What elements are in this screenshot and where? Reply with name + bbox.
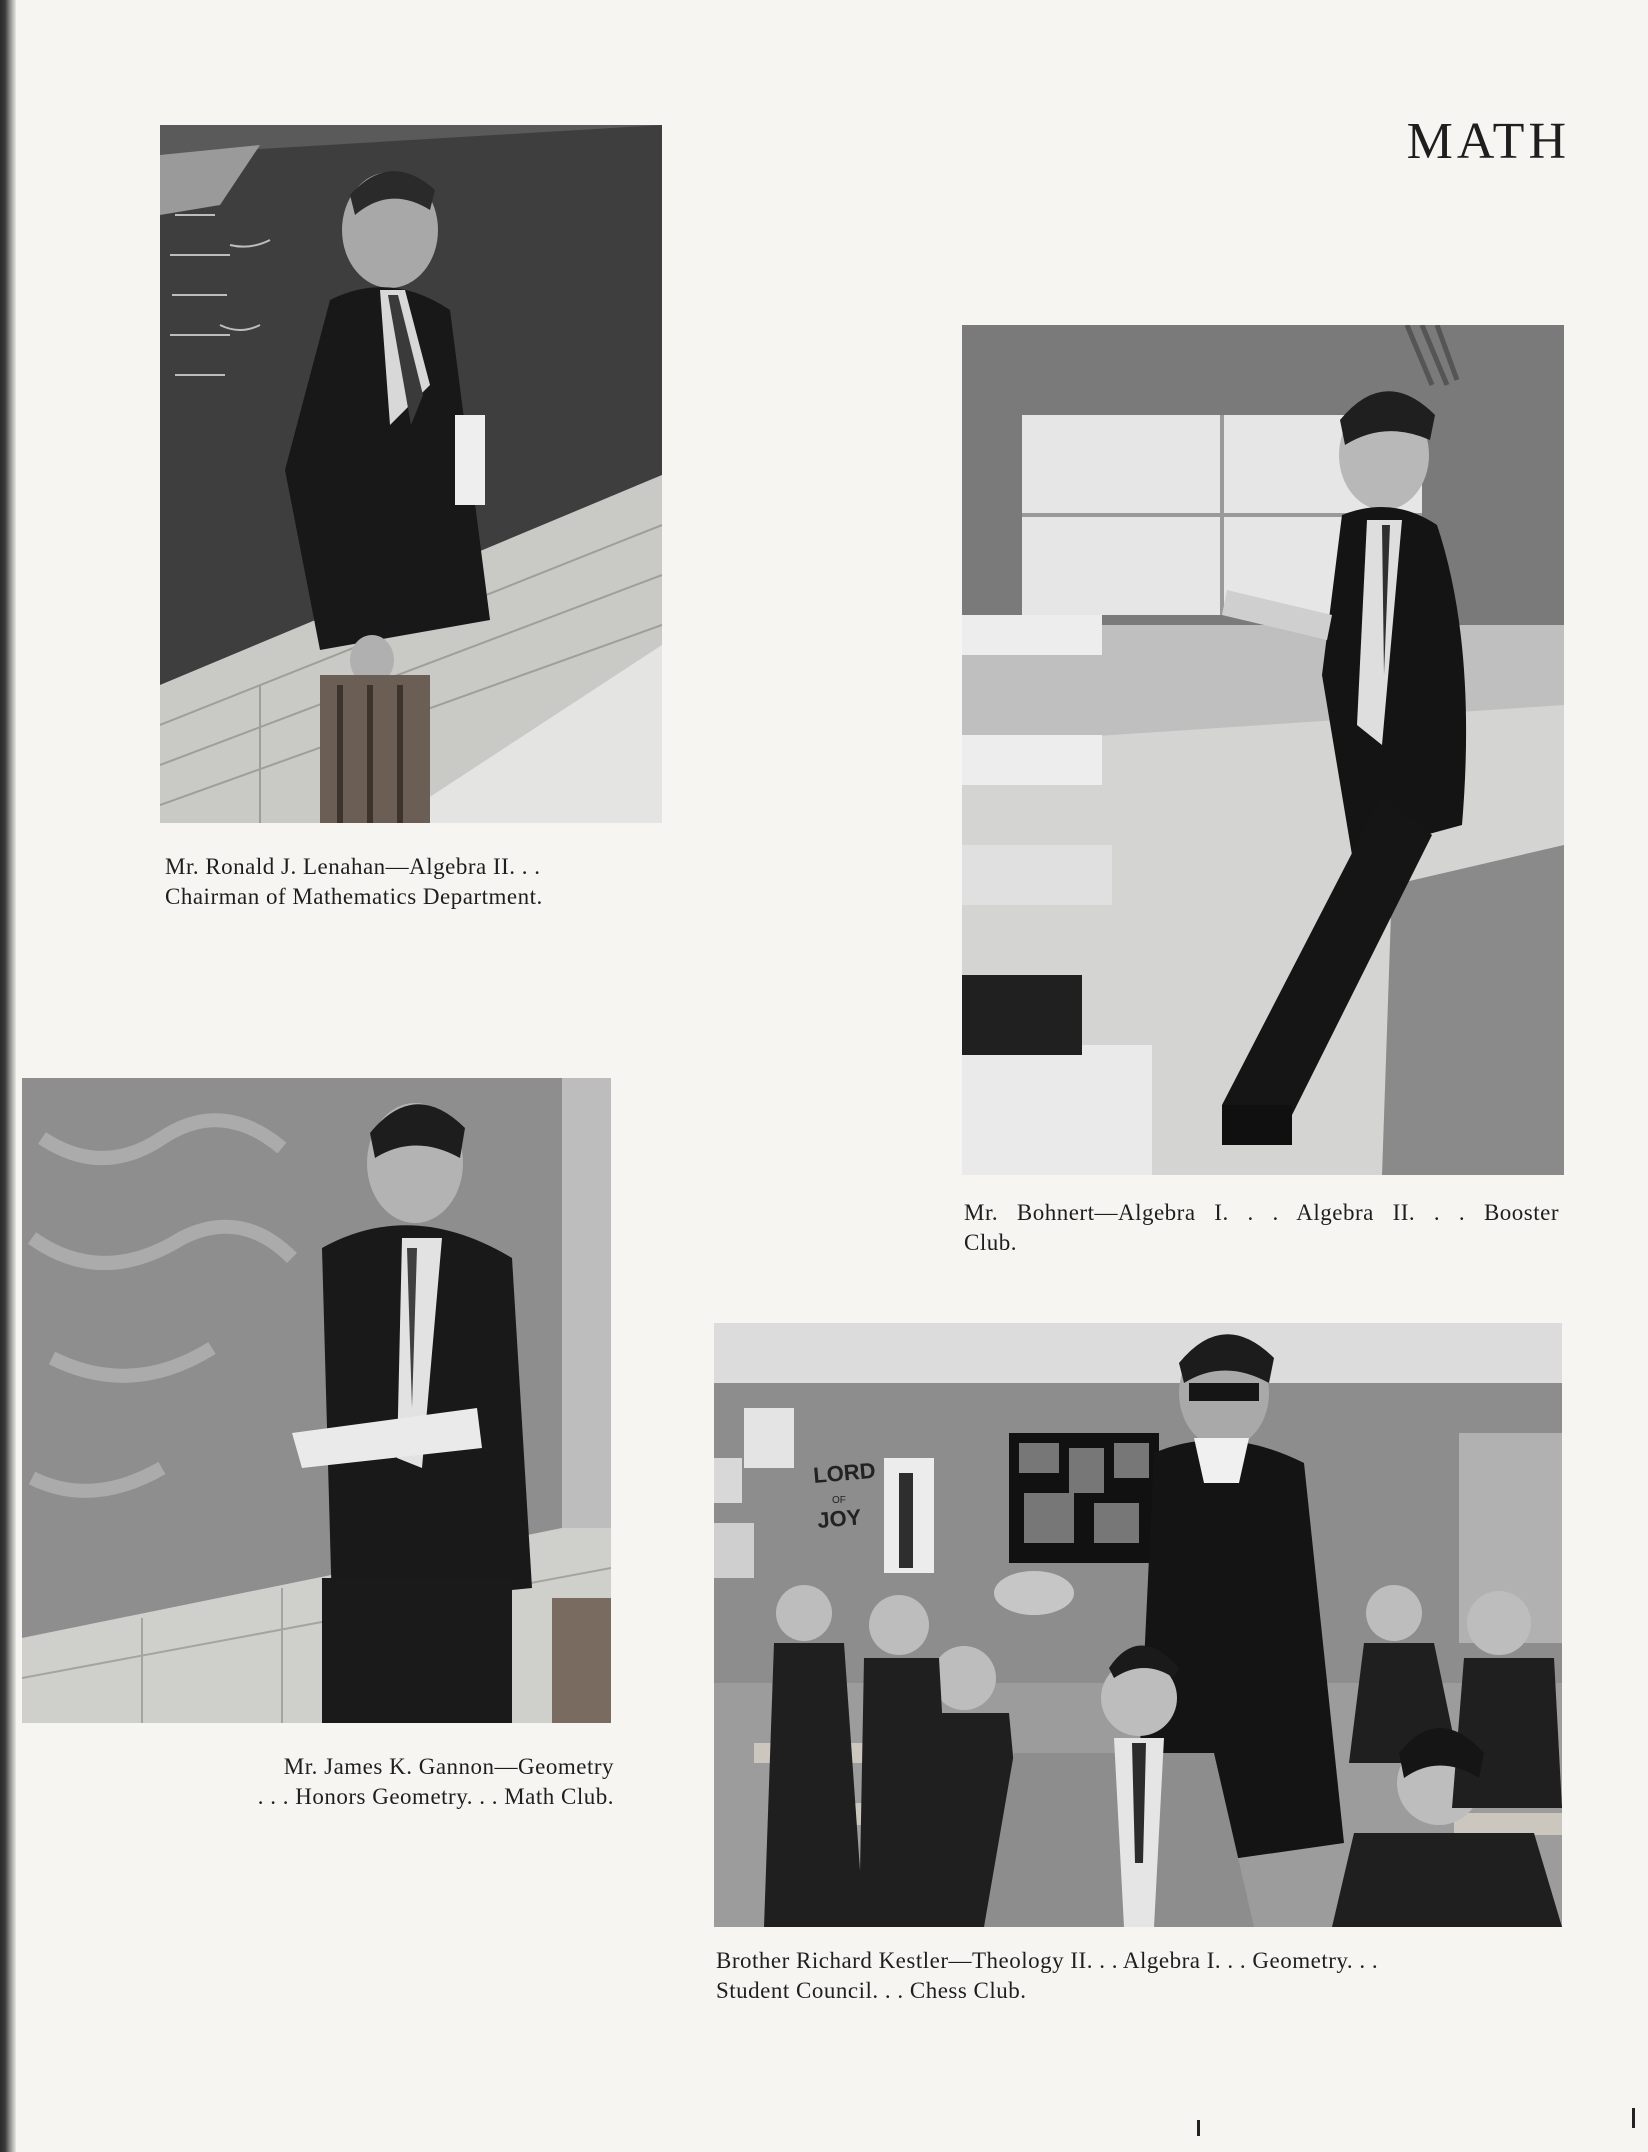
- poster-word-lord: LORD: [812, 1457, 877, 1488]
- caption-bohnert-line-1: Mr. Bohnert—Algebra I. . . Algebra II. . . Booster: [964, 1200, 1559, 1225]
- scan-mark-bottom: [1197, 2120, 1200, 2136]
- caption-kestler-line-2: Student Council. . . Chess Club.: [716, 1978, 1027, 2003]
- photo-bohnert: [962, 325, 1564, 1175]
- page-heading: MATH: [1406, 113, 1570, 170]
- scan-mark-corner: [1632, 2108, 1635, 2128]
- page-binding-edge: [0, 0, 16, 2152]
- caption-kestler-line-1: Brother Richard Kestler—Theology II. . . Algebra I. . . Geometry. . .: [716, 1948, 1379, 1973]
- caption-bohnert: [964, 1198, 1559, 1258]
- caption-gannon-line-1: Mr. James K. Gannon—Geometry: [283, 1754, 614, 1779]
- photo-lenahan: [160, 125, 662, 823]
- poster-word-joy: JOY: [816, 1504, 863, 1533]
- caption-gannon: [164, 1752, 614, 1812]
- photo-kestler: [714, 1323, 1562, 1927]
- caption-bohnert-line-2: Club.: [964, 1230, 1017, 1255]
- caption-lenahan-line-2: Chairman of Mathematics Department.: [165, 884, 543, 909]
- caption-kestler: [716, 1946, 1556, 2006]
- poster-word-of: OF: [832, 1495, 846, 1506]
- caption-lenahan: [165, 852, 685, 912]
- caption-gannon-line-2: . . . Honors Geometry. . . Math Club.: [257, 1784, 614, 1809]
- caption-lenahan-line-1: Mr. Ronald J. Lenahan—Algebra II. . .: [165, 854, 541, 879]
- photo-gannon: [22, 1078, 611, 1723]
